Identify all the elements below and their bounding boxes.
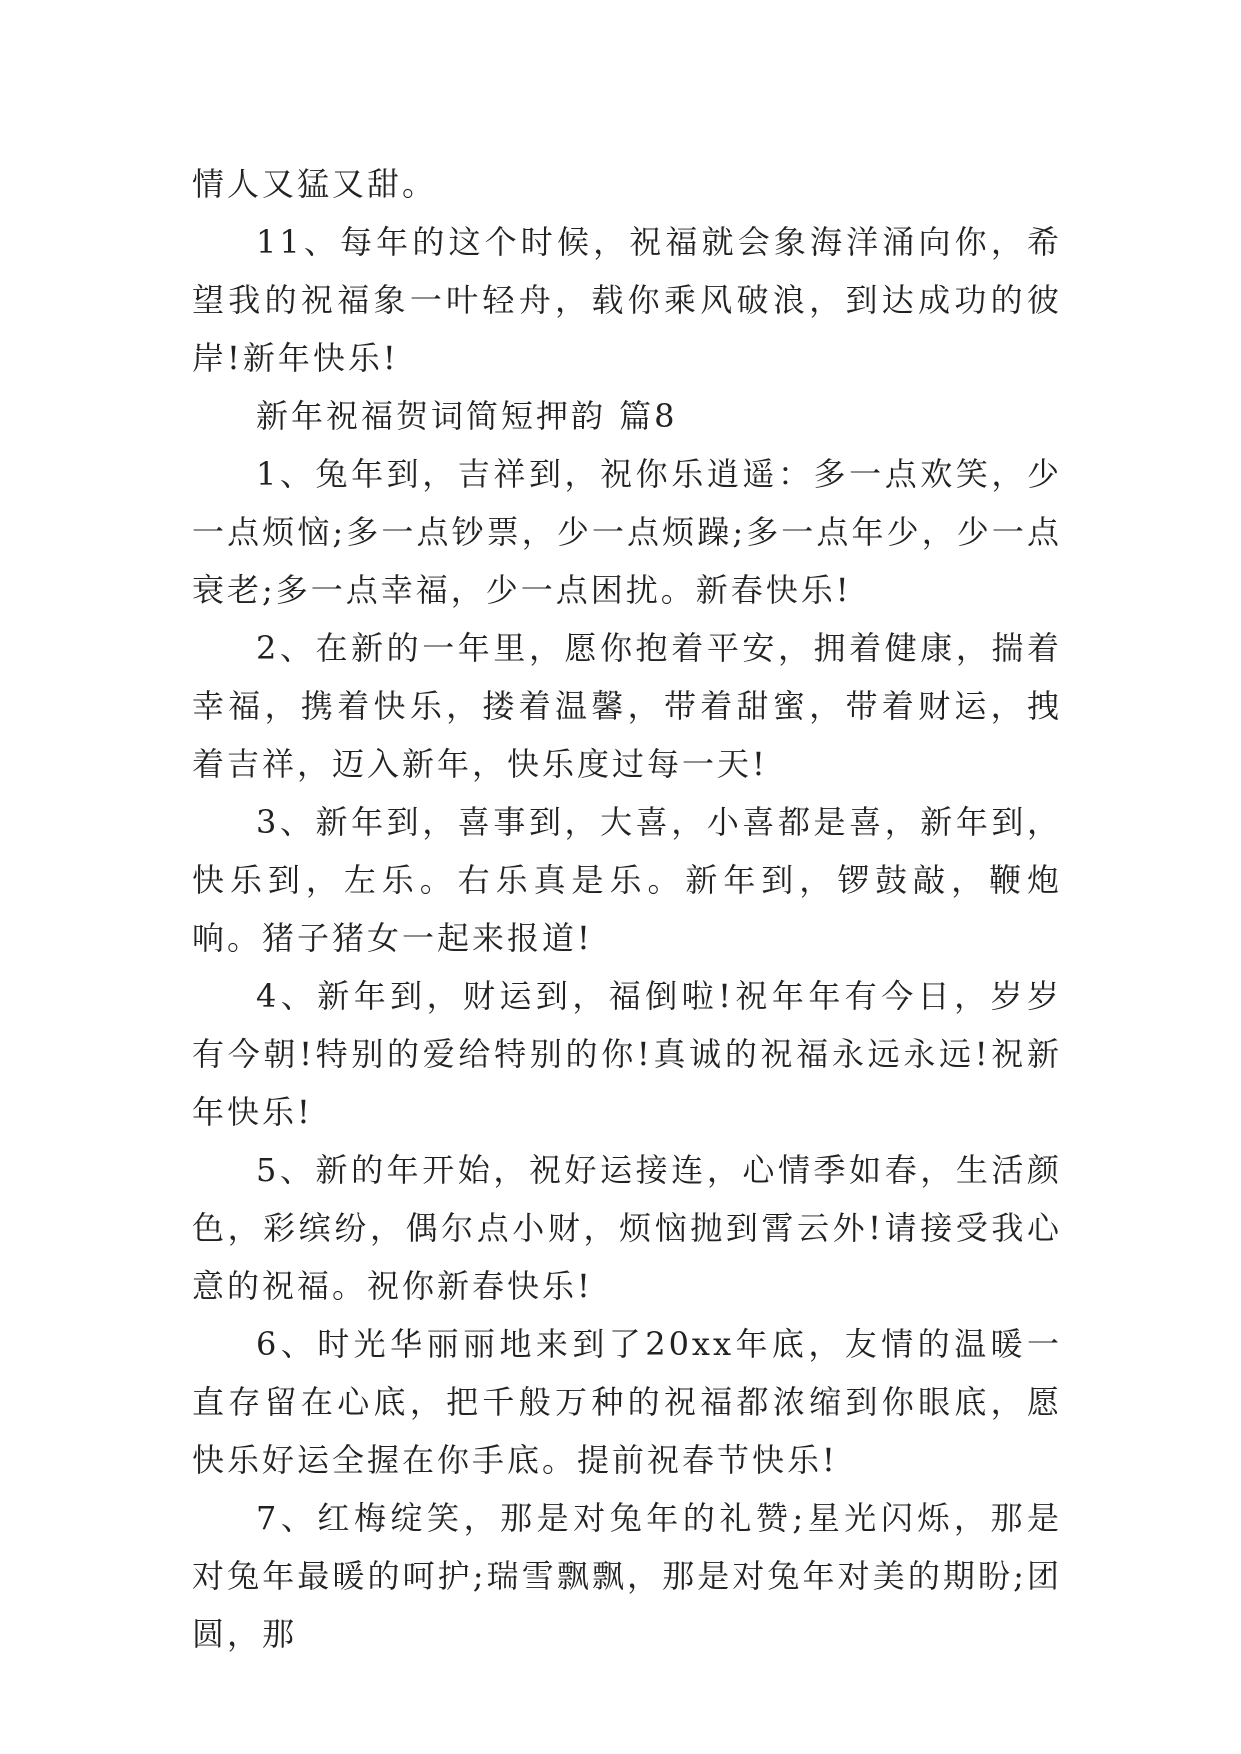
paragraph-item-1: 1、兔年到，吉祥到，祝你乐逍遥：多一点欢笑，少一点烦恼;多一点钞票，少一点烦躁;多一点年少，少一点衰老;多一点幸福，少一点困扰。新春快乐!: [192, 455, 1062, 609]
document-body: [192, 155, 1062, 1663]
paragraph-item-5: 5、新的年开始，祝好运接连，心情季如春，生活颜色，彩缤纷，偶尔点小财，烦恼抛到霄云外!请接受我心意的祝福。祝你新春快乐!: [192, 1151, 1062, 1305]
paragraph-item-2: 2、在新的一年里，愿你抱着平安，拥着健康，揣着幸福，携着快乐，搂着温馨，带着甜蜜，带着财运，拽着吉祥，迈入新年，快乐度过每一天!: [192, 629, 1062, 783]
paragraph-item-4: 4、新年到，财运到，福倒啦!祝年年有今日，岁岁有今朝!特别的爱给特别的你!真诚的祝福永远永远!祝新年快乐!: [192, 977, 1062, 1131]
paragraph-item-7: 7、红梅绽笑，那是对兔年的礼赞;星光闪烁，那是对兔年最暖的呵护;瑞雪飘飘，那是对兔年对美的期盼;团圆，那: [192, 1499, 1062, 1653]
paragraph-item-11: 11、每年的这个时候，祝福就会象海洋涌向你，希望我的祝福象一叶轻舟，载你乘风破浪，到达成功的彼岸!新年快乐!: [192, 223, 1062, 377]
section-heading: 新年祝福贺词简短押韵 篇8: [256, 397, 678, 435]
paragraph-continuation: 情人又猛又甜。: [192, 165, 438, 203]
paragraph-item-6: 6、时光华丽丽地来到了20xx年底，友情的温暖一直存留在心底，把千般万种的祝福都浓缩到你眼底，愿快乐好运全握在你手底。提前祝春节快乐!: [192, 1325, 1062, 1479]
paragraph-item-3: 3、新年到，喜事到，大喜，小喜都是喜，新年到，快乐到，左乐。右乐真是乐。新年到，锣鼓敲，鞭炮响。猪子猪女一起来报道!: [192, 803, 1062, 957]
